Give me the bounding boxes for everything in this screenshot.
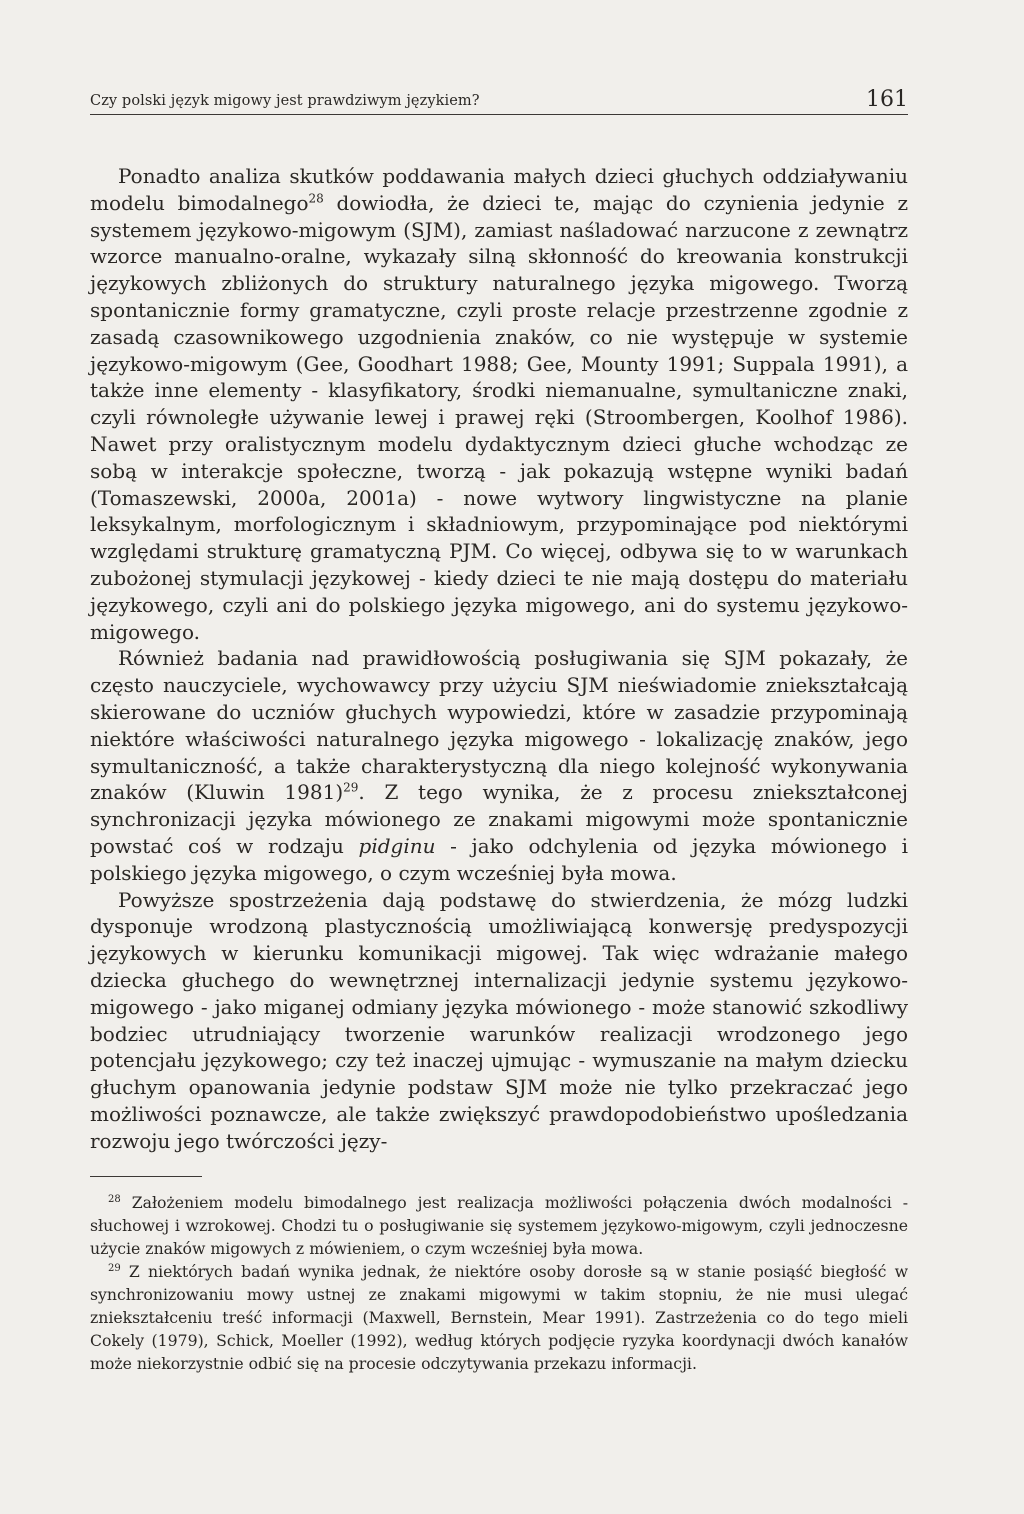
paragraph-3 [90,887,908,1155]
footnote-separator [90,1176,202,1177]
footnote-29 [90,1260,908,1375]
page-number: 161 [866,87,908,112]
footnote-29-text: Z niektórych badań wynika jednak, że niektóre osoby dorosłe są w stanie posiąść biegłość w synchronizowaniu mowy ustnej ze znakami migowymi w takim stopniu, że nie musi ulegać zniekształceniu treść informacji (Maxwell, Bernstein, Mear 1991). Zastrzeżenia co do tego mieli Cokely (1979), Schick, Moeller (1992), według których podjęcie ryzyka koordynacji dwóch kanałów może niekorzystnie odbić się na procesie odczytywania przekazu informacji. [90,1262,908,1374]
footnote-ref-28: 28 [308,191,324,206]
footnote-28-text: Założeniem modelu bimodalnego jest realizacja możliwości połączenia dwóch modalności - słuchowej i wzrokowej. Chodzi tu o posługiwanie się systemem językowo-migowym, czyli jednoczesne użycie znaków migowych z mówieniem, o czym wcześniej była mowa. [90,1193,908,1259]
paragraph-3-text: Powyższe spostrzeżenia dają podstawę do stwierdzenia, że mózg ludzki dysponuje wrodzoną plastycznością umożliwiającą konwersję predyspozycji językowych w kierunku komunikacji migowej. Tak więc wdrażanie małego dziecka głuchego do wewnętrznej internalizacji jedynie systemu językowo-migowego - jako miganej odmiany języka mówionego - może stanowić szkodliwy bodziec utrudniający tworzenie warunków realizacji wrodzonego jego potencjału językowego; czy też inaczej ujmując - wymuszanie na małym dziecku głuchym opanowania jedynie podstaw SJM może nie tylko przekraczać jego możliwości poznawcze, ale także zwiększyć prawdopodobieństwo upośledzania rozwoju jego twórczości języ- [90,887,908,1153]
paragraph-2-text-b: . Z tego wynika, że z procesu zniekształconej synchronizacji języka mówionego ze znakami migowymi może spontanicznie powstać coś w rodzaju [90,780,908,858]
running-header [90,88,908,115]
footnotes [90,1191,908,1375]
footnote-ref-29: 29 [343,780,359,795]
paragraph-2-italic-term: pidginu [358,833,436,858]
footnote-marker-29: 29 [108,1263,121,1275]
footnote-marker-28: 28 [108,1194,121,1206]
body-text [90,163,908,1154]
paragraph-1-text-a: Ponadto analiza skutków poddawania małych dzieci głuchych oddziaływaniu modelu bimodalnego [90,164,908,215]
paragraph-2-text-c: - jako odchylenia od języka mówionego i polskiego języka migowego, o czym wcześniej była mowa. [90,833,909,885]
paragraph-1 [90,163,908,645]
paragraph-1-text-b: dowiodła, że dzieci te, mając do czynienia jedynie z systemem językowo-migowym (SJM), zamiast naśladować narzucone z zewnątrz wzorce manualno-oralne, wykazały silną skłonność do kreowania konstrukcji językowych zbliżonych do struktury naturalnego języka migowego. Tworzą spontanicznie formy gramatyczne, czyli proste relacje przestrzenne zgodnie z zasadą czasownikowego uzgodnienia znaków, co nie występuje w systemie językowo-migowym (Gee, Goodhart 1988; Gee, Mounty 1991; Suppala 1991), a także inne elementy - klasyfikatory, środki niemanualne, symultaniczne znaki, czyli równoległe używanie lewej i prawej ręki (Stroombergen, Koolhof 1986). Nawet przy oralistycznym modelu dydaktycznym dzieci głuche wchodząc ze sobą w interakcje społeczne, tworzą - jak pokazują wstępne wyniki badań (Tomaszewski, 2000a, 2001a) - nowe wytwory lingwistyczne na planie leksykalnym, morfologicznym i składniowym, przypominające pod niektórymi względami strukturę gramatyczną PJM. Co więcej, odbywa się to w warunkach zubożonej stymulacji językowej - kiedy dzieci te nie mają dostępu do materiału językowego, czyli ani do polskiego języka migowego, ani do systemu językowo-migowego. [90,190,908,644]
running-title: Czy polski język migowy jest prawdziwym językiem? [90,93,480,109]
footnote-28 [90,1191,908,1260]
paragraph-2-text-a: Również badania nad prawidłowością posługiwania się SJM pokazały, że często nauczyciele, wychowawcy przy użyciu SJM nieświadomie zniekształcają skierowane do uczniów głuchych wypowiedzi, które w zasadzie przypominają niektóre właściwości naturalnego języka migowego - lokalizację znaków, jego symultaniczność, a także charakterystyczną dla niego kolejność wykonywania znaków (Kluwin 1981) [90,646,908,805]
book-page [90,88,908,1488]
paragraph-2 [90,645,908,886]
